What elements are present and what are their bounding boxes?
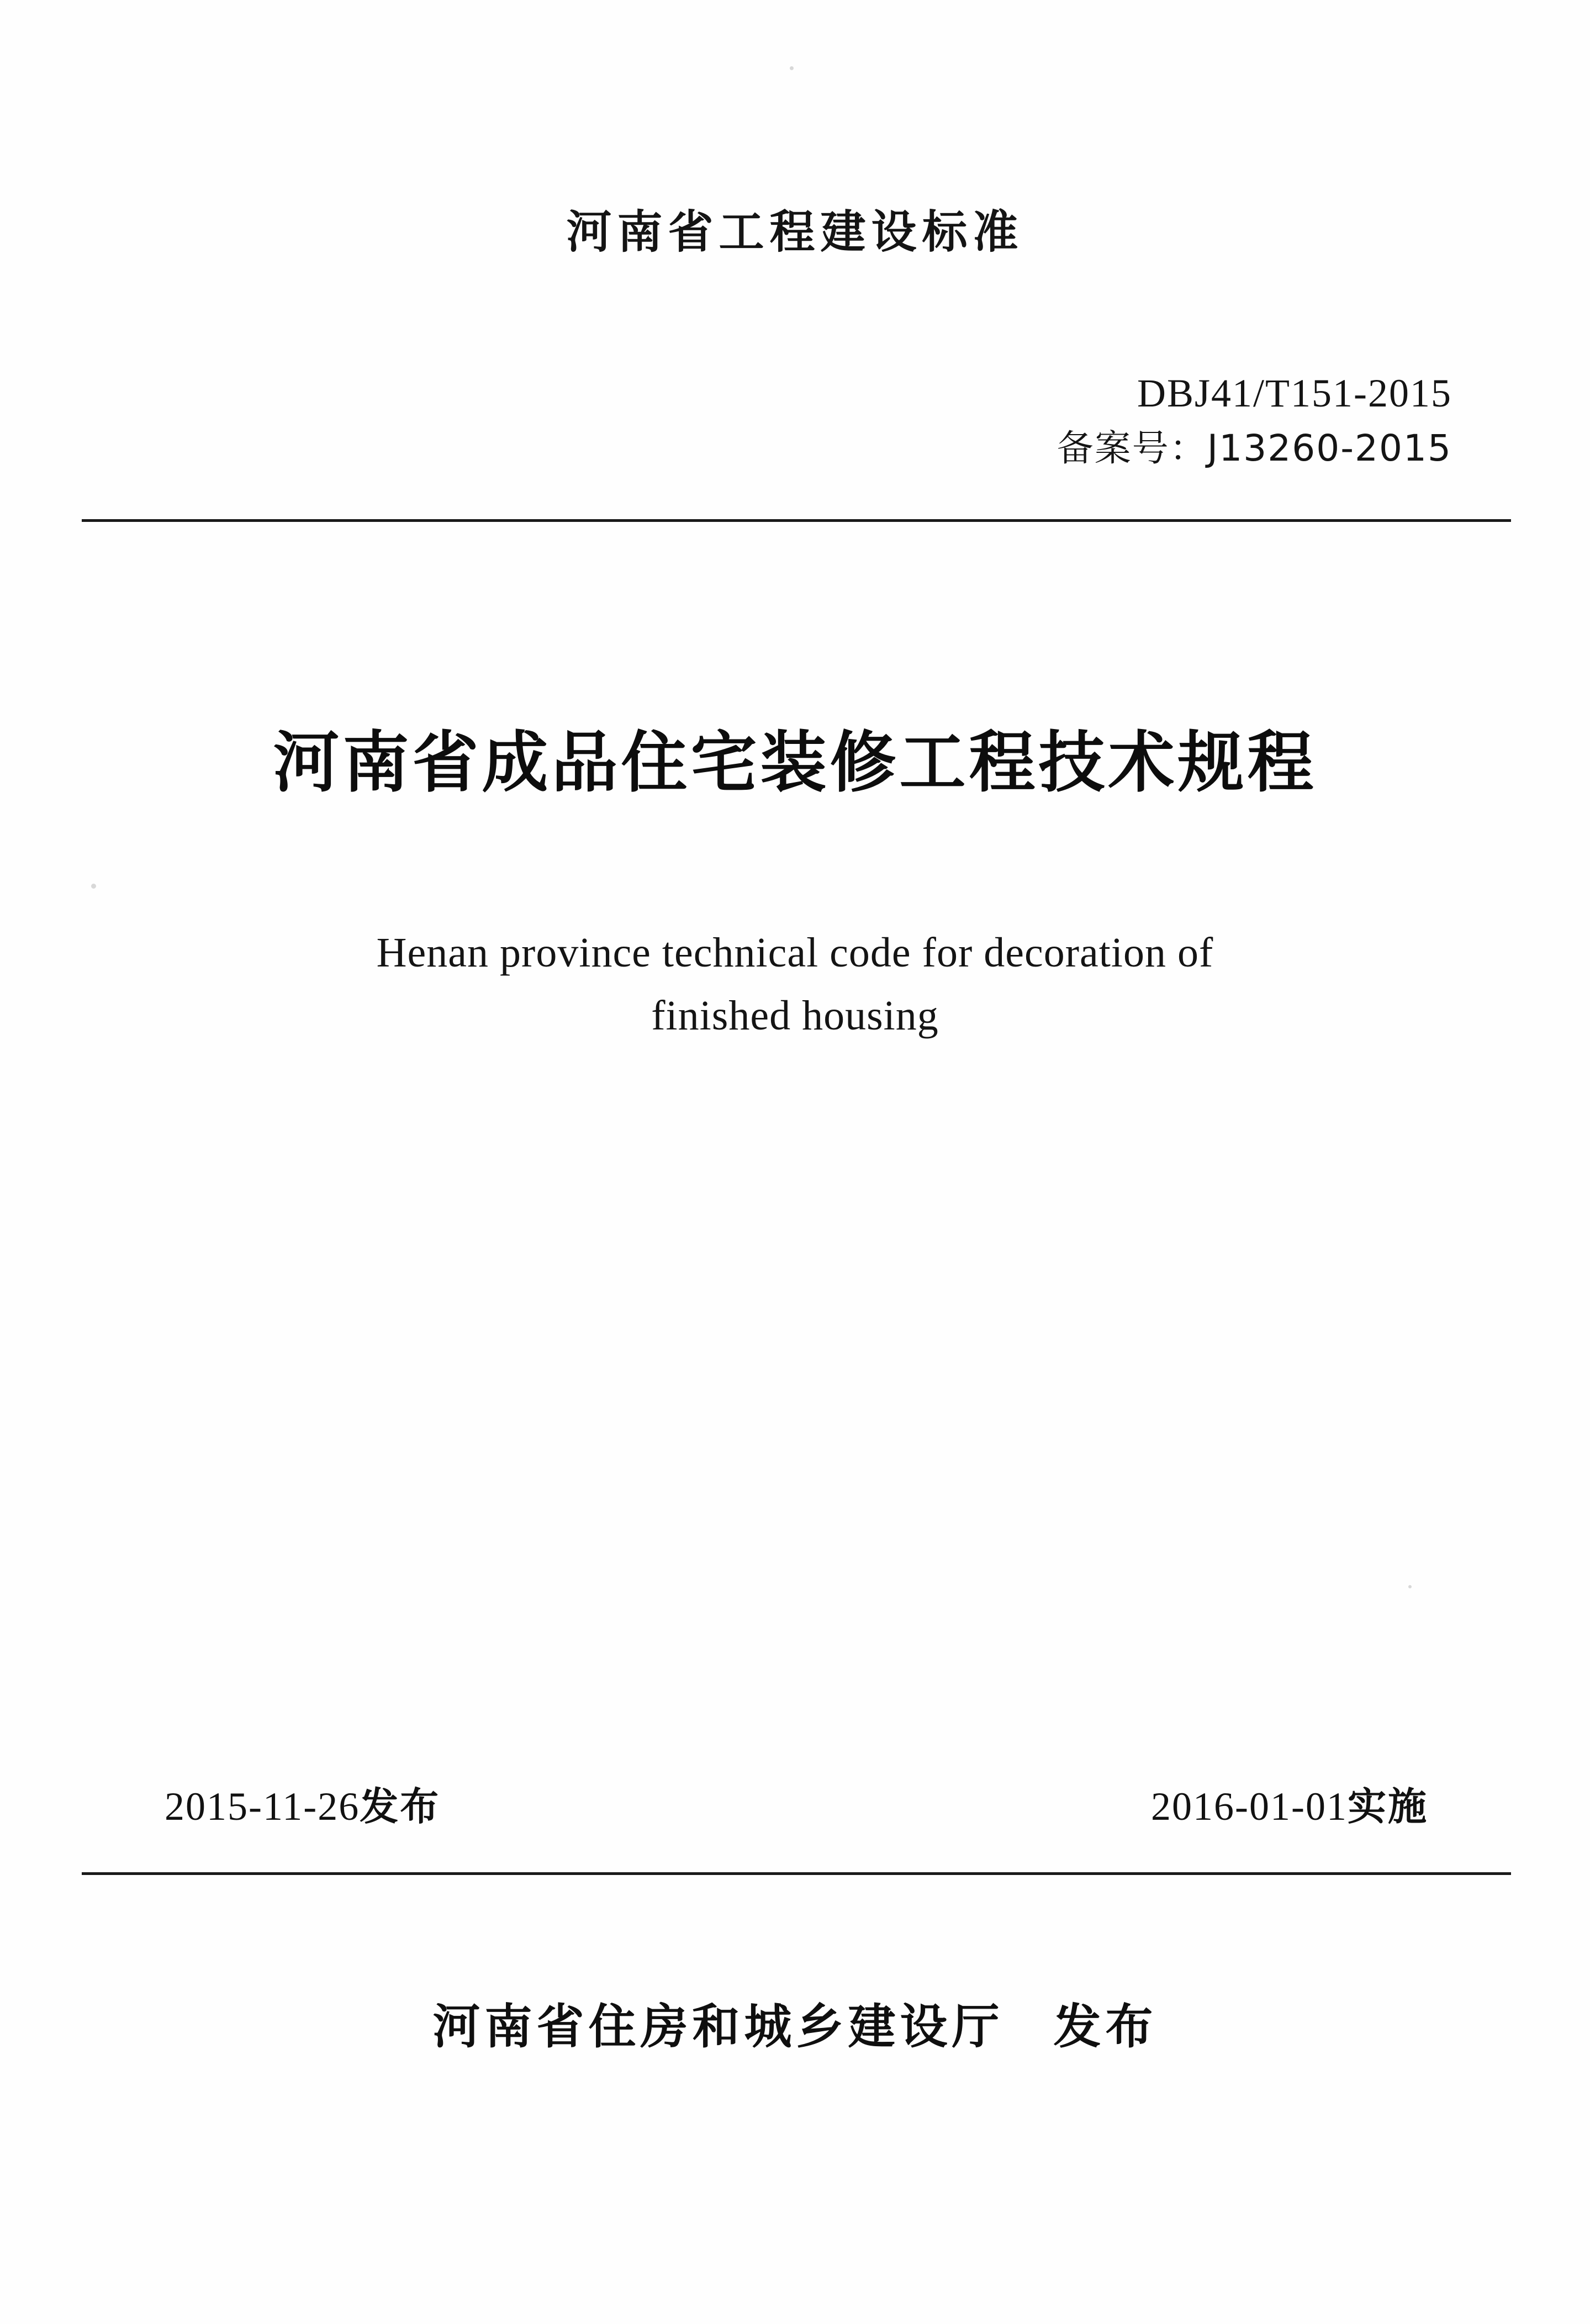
effective-date-group [1151,1776,1428,1831]
standard-code-block [0,365,1590,475]
english-title-line-2: finished housing [651,992,939,1039]
issuer-name: 河南省住房和城乡建设厅 [432,1999,1004,2054]
page-title: 河南省成品住宅装修工程技术规程 [273,725,1317,801]
divider-bottom [82,1872,1511,1875]
effective-date: 2016-01-01 [1151,1784,1348,1829]
series-title: 河南省工程建设标准 [566,206,1024,258]
issue-label: 发布 [360,1784,441,1829]
issue-date: 2015-11-26 [165,1784,360,1829]
issuer-action: 发布 [1053,1999,1158,2054]
english-title-line-1: Henan province technical code for decoration of [376,929,1214,976]
english-title [0,921,1590,1047]
issue-date-group [165,1776,440,1831]
issuer-row [0,1988,1590,2057]
record-number: 备案号：J13260-2015 [1057,427,1452,470]
standard-code: DBJ41/T151-2015 [1137,371,1452,415]
effective-label: 实施 [1348,1784,1428,1829]
divider-top [82,519,1511,522]
dates-row [82,1776,1511,1831]
